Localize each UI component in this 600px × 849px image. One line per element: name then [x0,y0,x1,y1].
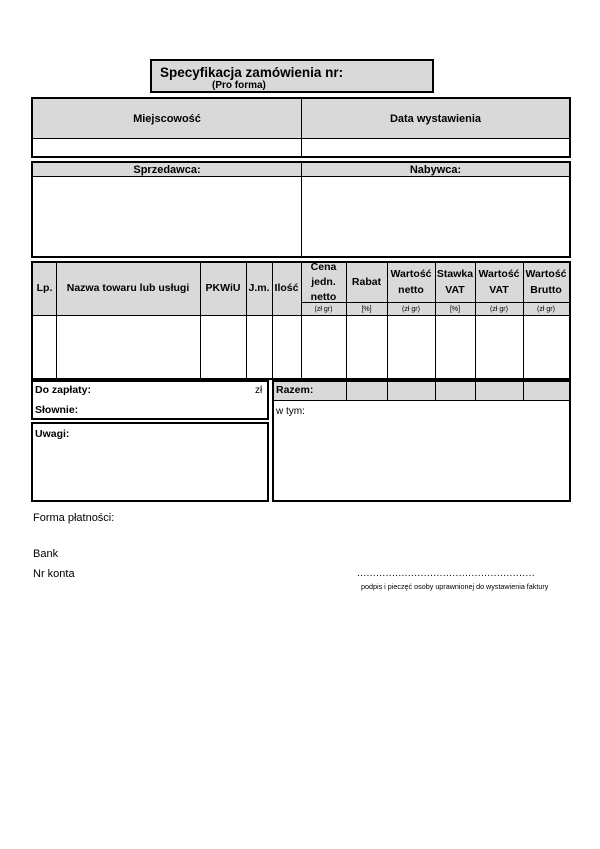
col-header-vat-rate: Stawka VAT [436,268,474,296]
buyer-header: Nabywca: [302,163,569,176]
signature-line: ........................................................ [357,568,535,579]
items-table-body[interactable] [33,316,569,378]
col-header-unit: J.m. [248,282,270,295]
seller-header: Sprzedawca: [33,163,301,176]
col-unit-gross-value: (zł gr) [537,305,555,313]
totals-box [272,380,571,502]
account-label: Nr konta [33,568,75,580]
seller-field[interactable] [33,177,301,256]
total-label: Razem: [276,384,314,396]
header-section [31,97,571,158]
bank-label: Bank [33,548,59,560]
col-unit-discount: [%] [361,305,372,313]
remarks-label: Uwagi: [35,428,70,440]
in-words-label: Słownie: [35,404,79,416]
col-header-discount: Rabat [351,275,382,288]
including-label: w tym: [276,406,305,417]
col-header-gross-value: Wartość Brutto [525,268,567,296]
col-header-vat-value: Wartość VAT [478,268,520,296]
col-unit-unit-price-net: (zł gr) [314,305,333,313]
payment-form-label: Forma płatności: [33,512,115,524]
col-header-lp: Lp. [36,282,53,295]
date-header: Data wystawienia [302,99,569,138]
payment-summary-box [31,380,269,420]
col-header-net-value: Wartość netto [390,268,432,296]
col-unit-vat-rate: [%] [449,305,461,313]
remarks-box[interactable] [31,422,269,502]
document-title: Specyfikacja zamówienia nr: [160,65,344,80]
col-header-pkwiu: PKWiU [205,282,241,295]
currency-label: zł [255,385,263,396]
title-box [150,59,434,93]
col-unit-net-value: (zł gr) [402,305,420,313]
buyer-field[interactable] [302,177,569,256]
col-header-quantity: Ilość [274,282,299,295]
totals-row [274,382,569,400]
col-header-item-name: Nazwa towaru lub usługi [66,282,190,295]
parties-section [31,161,571,258]
col-header-unit-price-net: Cena jedn. netto [310,260,337,304]
place-field[interactable] [33,139,301,156]
place-header: Miejscowość [33,99,301,138]
signature-caption: podpis i pieczęć osoby uprawnionej do wystawienia faktury [361,582,549,591]
date-field[interactable] [302,139,569,156]
col-unit-vat-value: (zł gr) [490,305,508,313]
items-table [31,261,571,380]
to-pay-label: Do zapłaty: [35,384,92,396]
document-subtitle: (Pro forma) [212,80,266,91]
